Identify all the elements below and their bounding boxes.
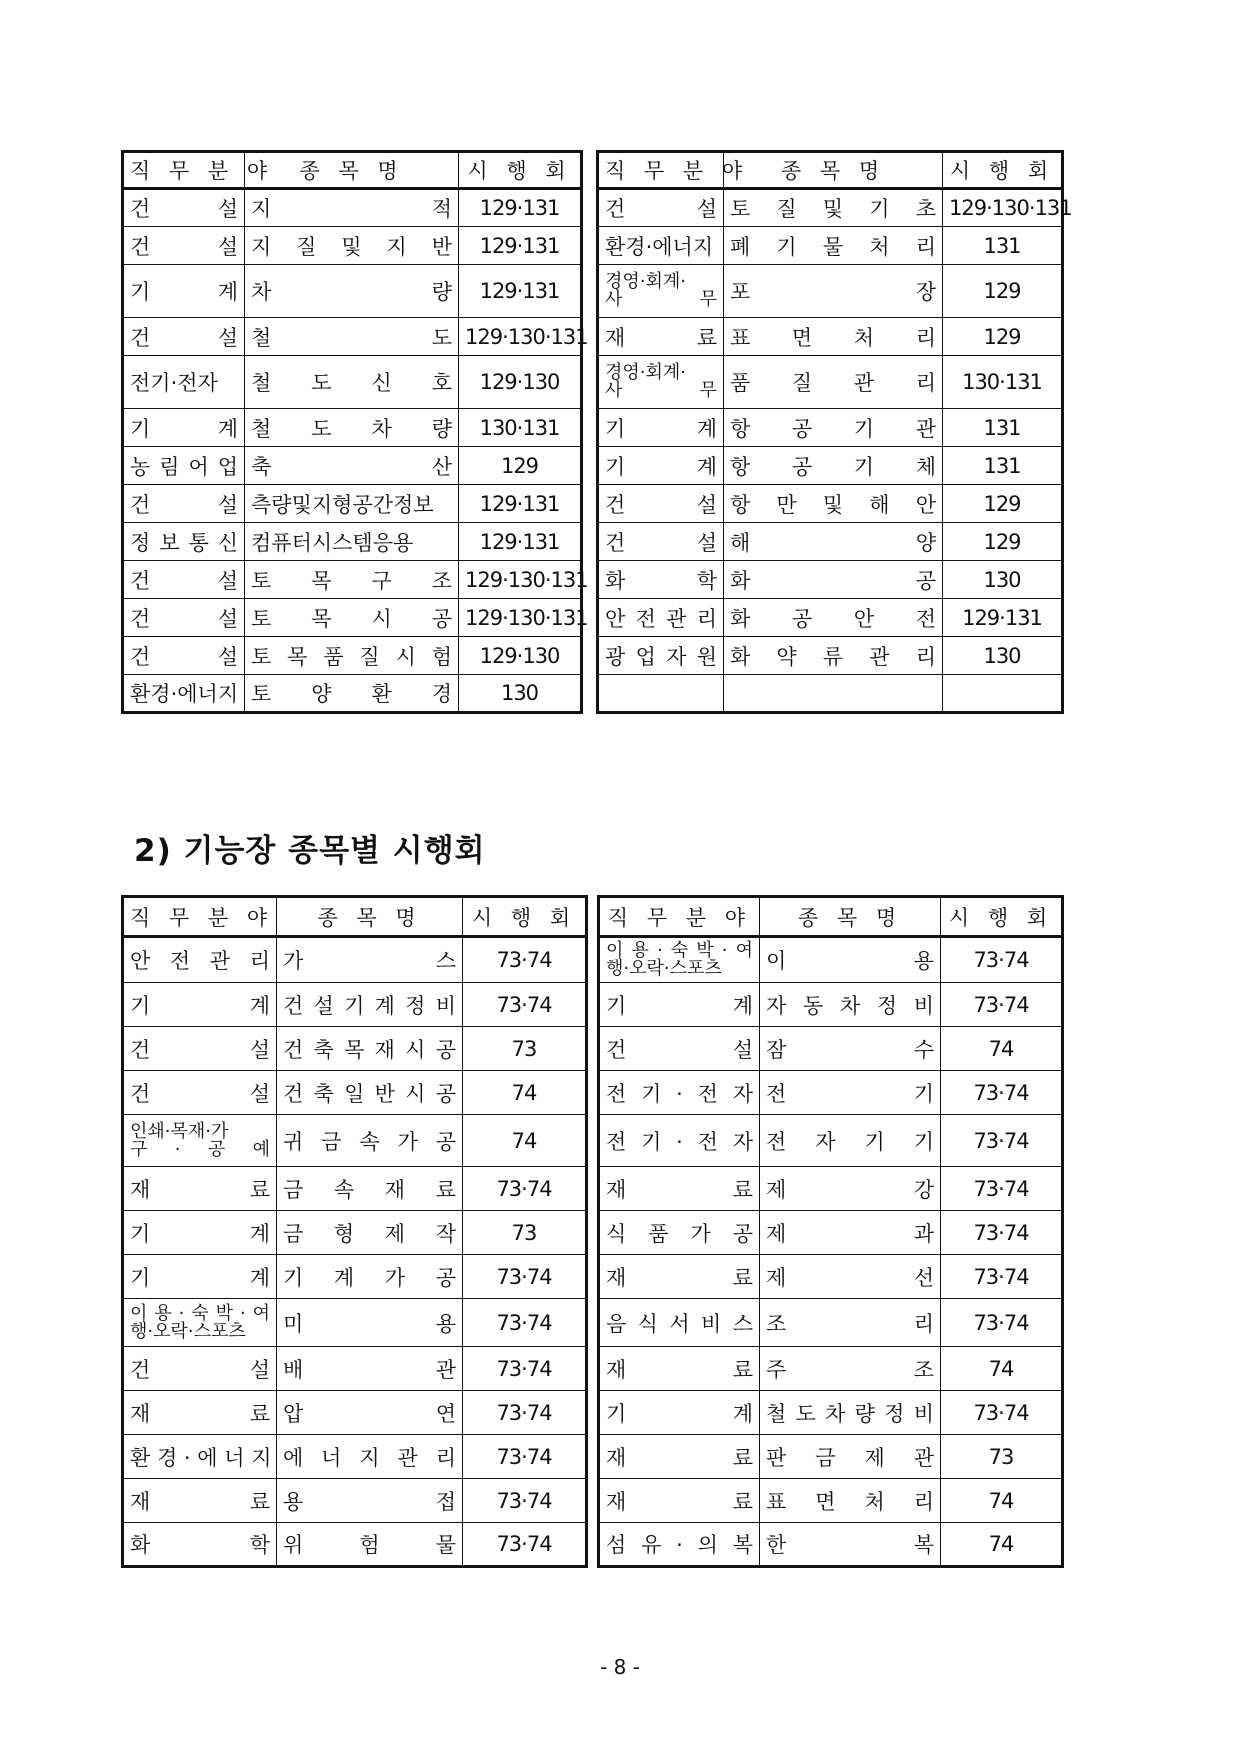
round-cell: 73·74	[941, 1211, 1063, 1255]
field-cell: 농 림 어 업	[123, 447, 245, 485]
table-row	[123, 1523, 587, 1567]
item-cell: 압 연	[277, 1391, 463, 1435]
item-cell: 차 량	[245, 265, 459, 318]
round-cell: 74	[941, 1523, 1063, 1567]
item-cell: 지 질 및 지 반	[245, 227, 459, 265]
round-cell: 73	[463, 1027, 587, 1071]
bottom-right-table	[597, 895, 1064, 1568]
round-cell: 129·130·131	[459, 599, 582, 637]
round-cell: 73·74	[463, 1167, 587, 1211]
round-cell: 130	[943, 561, 1063, 599]
field-line-1: 이 용 · 숙 박 · 여	[606, 940, 753, 961]
field-cell: 건 설	[123, 189, 245, 227]
round-cell: 129·131	[459, 485, 582, 523]
round-cell: 129·130·131	[459, 561, 582, 599]
table-row	[123, 1211, 587, 1255]
round-cell: 73·74	[463, 1255, 587, 1299]
item-cell: 기 계 가 공	[277, 1255, 463, 1299]
round-cell: 73·74	[463, 1435, 587, 1479]
field-cell: 환경·에너지	[598, 227, 724, 265]
section-heading: 2) 기능장 종목별 시행회	[134, 833, 486, 869]
item-cell: 자 동 차 정 비	[760, 983, 941, 1027]
round-cell: 73·74	[463, 1523, 587, 1567]
field-cell: 건 설	[123, 1027, 277, 1071]
field-line-2: 사 무	[605, 289, 717, 310]
field-cell: 기 계	[599, 1391, 760, 1435]
table-row	[123, 189, 582, 227]
field-cell: 재 료	[599, 1255, 760, 1299]
round-cell: 129·130·131	[459, 318, 582, 356]
field-cell: 건 설	[123, 485, 245, 523]
field-cell: 건 설	[123, 599, 245, 637]
round-cell: 74	[941, 1347, 1063, 1391]
table-row	[123, 447, 582, 485]
field-cell: 재 료	[599, 1167, 760, 1211]
table-row	[599, 1211, 1063, 1255]
item-cell: 전 자 기 기	[760, 1115, 941, 1167]
table-row	[123, 1391, 587, 1435]
round-cell	[943, 675, 1063, 713]
table-row	[123, 356, 582, 409]
item-cell: 잠 수	[760, 1027, 941, 1071]
table-row	[598, 599, 1063, 637]
round-cell: 129·131	[459, 523, 582, 561]
round-cell: 130	[943, 637, 1063, 675]
table-row	[598, 447, 1063, 485]
table-row	[598, 675, 1063, 713]
table-row	[123, 637, 582, 675]
table-row	[123, 1071, 587, 1115]
table-row	[123, 1115, 587, 1167]
table-row	[123, 983, 587, 1027]
round-cell: 130	[459, 675, 582, 713]
item-cell: 이 용	[760, 937, 941, 983]
table-row	[123, 409, 582, 447]
item-cell: 표 면 처 리	[724, 318, 943, 356]
item-cell: 금 속 재 료	[277, 1167, 463, 1211]
item-cell: 화 공	[724, 561, 943, 599]
header-round: 시 행 회	[463, 897, 587, 937]
item-cell: 귀 금 속 가 공	[277, 1115, 463, 1167]
item-cell: 가 스	[277, 937, 463, 983]
field-cell: 환경·에너지	[123, 675, 245, 713]
round-cell: 73·74	[463, 983, 587, 1027]
table-row	[123, 318, 582, 356]
field-cell: 건 설	[598, 189, 724, 227]
field-cell: 건 설	[123, 318, 245, 356]
table-row	[599, 1347, 1063, 1391]
header-round: 시 행 회	[941, 897, 1063, 937]
item-cell: 건 축 목 재 시 공	[277, 1027, 463, 1071]
field-cell: 건 설	[598, 523, 724, 561]
field-cell	[598, 356, 724, 409]
item-cell: 폐 기 물 처 리	[724, 227, 943, 265]
round-cell: 73·74	[463, 1299, 587, 1347]
field-cell	[598, 675, 724, 713]
round-cell: 131	[943, 447, 1063, 485]
item-cell: 토 질 및 기 초	[724, 189, 943, 227]
table-row	[123, 1479, 587, 1523]
table-row	[123, 1347, 587, 1391]
field-cell: 재 료	[123, 1479, 277, 1523]
field-cell: 건 설	[123, 227, 245, 265]
item-cell: 제 선	[760, 1255, 941, 1299]
field-cell	[599, 937, 760, 983]
item-cell: 미 용	[277, 1299, 463, 1347]
field-cell: 기 계	[123, 983, 277, 1027]
table-row	[123, 561, 582, 599]
header-field: 직 무 분 야	[599, 897, 760, 937]
table-row	[123, 599, 582, 637]
field-cell: 재 료	[599, 1479, 760, 1523]
field-cell: 재 료	[123, 1391, 277, 1435]
table-row	[598, 356, 1063, 409]
item-cell: 항 공 기 체	[724, 447, 943, 485]
field-cell	[123, 1299, 277, 1347]
round-cell: 73·74	[941, 1299, 1063, 1347]
item-cell: 철 도	[245, 318, 459, 356]
item-cell: 건 축 일 반 시 공	[277, 1071, 463, 1115]
field-line-1: 경영·회계·	[605, 271, 686, 292]
item-cell: 지 적	[245, 189, 459, 227]
item-cell: 에 너 지 관 리	[277, 1435, 463, 1479]
round-cell: 73·74	[941, 1071, 1063, 1115]
table-row	[599, 937, 1063, 983]
field-line-1: 이 용 · 숙 박 · 여	[130, 1302, 270, 1324]
bottom-left-table	[121, 895, 588, 1568]
item-cell: 토 목 품 질 시 험	[245, 637, 459, 675]
round-cell: 129	[943, 485, 1063, 523]
round-cell: 130·131	[943, 356, 1063, 409]
item-cell: 표 면 처 리	[760, 1479, 941, 1523]
item-cell: 전 기	[760, 1071, 941, 1115]
field-cell: 전 기 · 전 자	[599, 1071, 760, 1115]
round-cell: 73·74	[463, 1479, 587, 1523]
round-cell: 73·74	[463, 1391, 587, 1435]
round-cell: 73·74	[941, 983, 1063, 1027]
header-field: 직 무 분 야	[123, 897, 277, 937]
field-line-2: 행·오락·스포츠	[130, 1320, 246, 1342]
table-row	[599, 1299, 1063, 1347]
item-cell: 해 양	[724, 523, 943, 561]
header-item: 종 목 명	[760, 897, 941, 937]
table-row	[599, 1115, 1063, 1167]
round-cell: 73	[463, 1211, 587, 1255]
item-cell: 제 강	[760, 1167, 941, 1211]
table-row	[598, 189, 1063, 227]
item-cell: 화 공 안 전	[724, 599, 943, 637]
table-row	[598, 265, 1063, 318]
table-row	[599, 1071, 1063, 1115]
field-cell: 전 기 · 전 자	[599, 1115, 760, 1167]
header-item: 종 목 명	[277, 897, 463, 937]
field-cell: 기 계	[123, 1255, 277, 1299]
table-row	[123, 1027, 587, 1071]
round-cell: 73·74	[941, 1391, 1063, 1435]
item-cell: 용 접	[277, 1479, 463, 1523]
field-line-1: 경영·회계·	[605, 362, 686, 383]
field-cell: 건 설	[123, 561, 245, 599]
table-row	[123, 265, 582, 318]
field-cell: 건 설	[598, 485, 724, 523]
table-row	[599, 1523, 1063, 1567]
table-row	[123, 675, 582, 713]
table-row	[598, 318, 1063, 356]
table-row	[123, 227, 582, 265]
round-cell: 129·131	[459, 189, 582, 227]
round-cell: 129	[943, 318, 1063, 356]
field-cell: 안 전 관 리	[123, 937, 277, 983]
table-row	[123, 1167, 587, 1211]
item-cell: 토 목 구 조	[245, 561, 459, 599]
header-round: 시 행 회	[943, 152, 1063, 189]
field-cell: 재 료	[598, 318, 724, 356]
item-cell: 항 만 및 해 안	[724, 485, 943, 523]
item-cell: 컴퓨터시스템응용	[245, 523, 459, 561]
table-row	[598, 409, 1063, 447]
table-row	[599, 1167, 1063, 1211]
item-cell: 축 산	[245, 447, 459, 485]
top-left-table	[121, 150, 588, 714]
item-cell: 철 도 신 호	[245, 356, 459, 409]
field-cell: 건 설	[123, 1347, 277, 1391]
field-cell: 환 경 · 에 너 지	[123, 1435, 277, 1479]
field-line-2: 사 무	[605, 380, 717, 401]
field-line-1: 인쇄·목재·가	[130, 1120, 229, 1142]
round-cell: 129·130	[459, 356, 582, 409]
round-cell: 129	[943, 523, 1063, 561]
field-cell: 기 계	[123, 409, 245, 447]
table-row	[598, 637, 1063, 675]
field-cell: 식 품 가 공	[599, 1211, 760, 1255]
item-cell: 측량및지형공간정보	[245, 485, 459, 523]
table-row	[599, 1255, 1063, 1299]
item-cell: 금 형 제 작	[277, 1211, 463, 1255]
field-cell: 섬 유 · 의 복	[599, 1523, 760, 1567]
field-cell: 재 료	[599, 1347, 760, 1391]
table-row	[599, 1435, 1063, 1479]
field-cell: 화 학	[598, 561, 724, 599]
field-cell: 기 계	[598, 409, 724, 447]
table-row	[598, 561, 1063, 599]
item-cell: 주 조	[760, 1347, 941, 1391]
round-cell: 73·74	[941, 1255, 1063, 1299]
item-cell: 철 도 차 량 정 비	[760, 1391, 941, 1435]
table-row	[598, 485, 1063, 523]
round-cell: 129·131	[459, 265, 582, 318]
field-line-2: 행·오락·스포츠	[606, 958, 722, 979]
table-row	[598, 227, 1063, 265]
round-cell: 73·74	[463, 1347, 587, 1391]
round-cell: 129	[943, 265, 1063, 318]
field-cell: 전기·전자	[123, 356, 245, 409]
round-cell: 131	[943, 409, 1063, 447]
item-cell: 배 관	[277, 1347, 463, 1391]
round-cell: 74	[941, 1479, 1063, 1523]
item-cell: 토 양 환 경	[245, 675, 459, 713]
table-row	[123, 1435, 587, 1479]
field-cell: 광 업 자 원	[598, 637, 724, 675]
field-cell	[123, 1115, 277, 1167]
table-row	[123, 485, 582, 523]
item-cell: 한 복	[760, 1523, 941, 1567]
round-cell: 129·131	[459, 227, 582, 265]
field-cell: 건 설	[123, 637, 245, 675]
field-cell: 정 보 통 신	[123, 523, 245, 561]
top-right-table	[596, 150, 1072, 714]
item-cell: 철 도 차 량	[245, 409, 459, 447]
field-cell: 안 전 관 리	[598, 599, 724, 637]
table-row	[599, 983, 1063, 1027]
table-row	[123, 937, 587, 983]
round-cell: 74	[463, 1115, 587, 1167]
table-row	[599, 1479, 1063, 1523]
field-cell: 건 설	[599, 1027, 760, 1071]
table-row	[123, 1255, 587, 1299]
round-cell: 73·74	[463, 937, 587, 983]
header-round: 시 행 회	[459, 152, 582, 189]
table-row	[599, 1027, 1063, 1071]
item-cell: 화 약 류 관 리	[724, 637, 943, 675]
table-row	[123, 1299, 587, 1347]
field-cell: 화 학	[123, 1523, 277, 1567]
round-cell: 129·130	[459, 637, 582, 675]
page-number: - 8 -	[600, 1655, 640, 1679]
table-row	[598, 523, 1063, 561]
round-cell: 129·131	[943, 599, 1063, 637]
round-cell: 131	[943, 227, 1063, 265]
field-cell: 재 료	[599, 1435, 760, 1479]
header-field: 직 무 분 야	[598, 152, 724, 189]
header-item: 종 목 명	[724, 152, 943, 189]
item-cell: 제 과	[760, 1211, 941, 1255]
round-cell: 73·74	[941, 1115, 1063, 1167]
field-cell	[598, 265, 724, 318]
field-line-2: 구 · 공 예	[130, 1138, 270, 1160]
table-row	[123, 523, 582, 561]
round-cell: 129	[459, 447, 582, 485]
field-cell: 기 계	[598, 447, 724, 485]
header-item: 종 목 명	[245, 152, 459, 189]
round-cell: 74	[463, 1071, 587, 1115]
field-cell: 기 계	[599, 983, 760, 1027]
header-field: 직 무 분 야	[123, 152, 245, 189]
field-cell: 기 계	[123, 265, 245, 318]
round-cell: 73	[941, 1435, 1063, 1479]
item-cell: 건 설 기 계 정 비	[277, 983, 463, 1027]
table-row	[599, 1391, 1063, 1435]
item-cell: 항 공 기 관	[724, 409, 943, 447]
item-cell: 판 금 제 관	[760, 1435, 941, 1479]
field-cell: 건 설	[123, 1071, 277, 1115]
round-cell: 130·131	[459, 409, 582, 447]
field-cell: 재 료	[123, 1167, 277, 1211]
item-cell: 조 리	[760, 1299, 941, 1347]
field-cell: 기 계	[123, 1211, 277, 1255]
item-cell	[724, 675, 943, 713]
round-cell: 129·130·131	[943, 189, 1063, 227]
item-cell: 위 험 물	[277, 1523, 463, 1567]
field-cell: 음 식 서 비 스	[599, 1299, 760, 1347]
item-cell: 포 장	[724, 265, 943, 318]
round-cell: 74	[941, 1027, 1063, 1071]
item-cell: 품 질 관 리	[724, 356, 943, 409]
round-cell: 73·74	[941, 937, 1063, 983]
item-cell: 토 목 시 공	[245, 599, 459, 637]
round-cell: 73·74	[941, 1167, 1063, 1211]
